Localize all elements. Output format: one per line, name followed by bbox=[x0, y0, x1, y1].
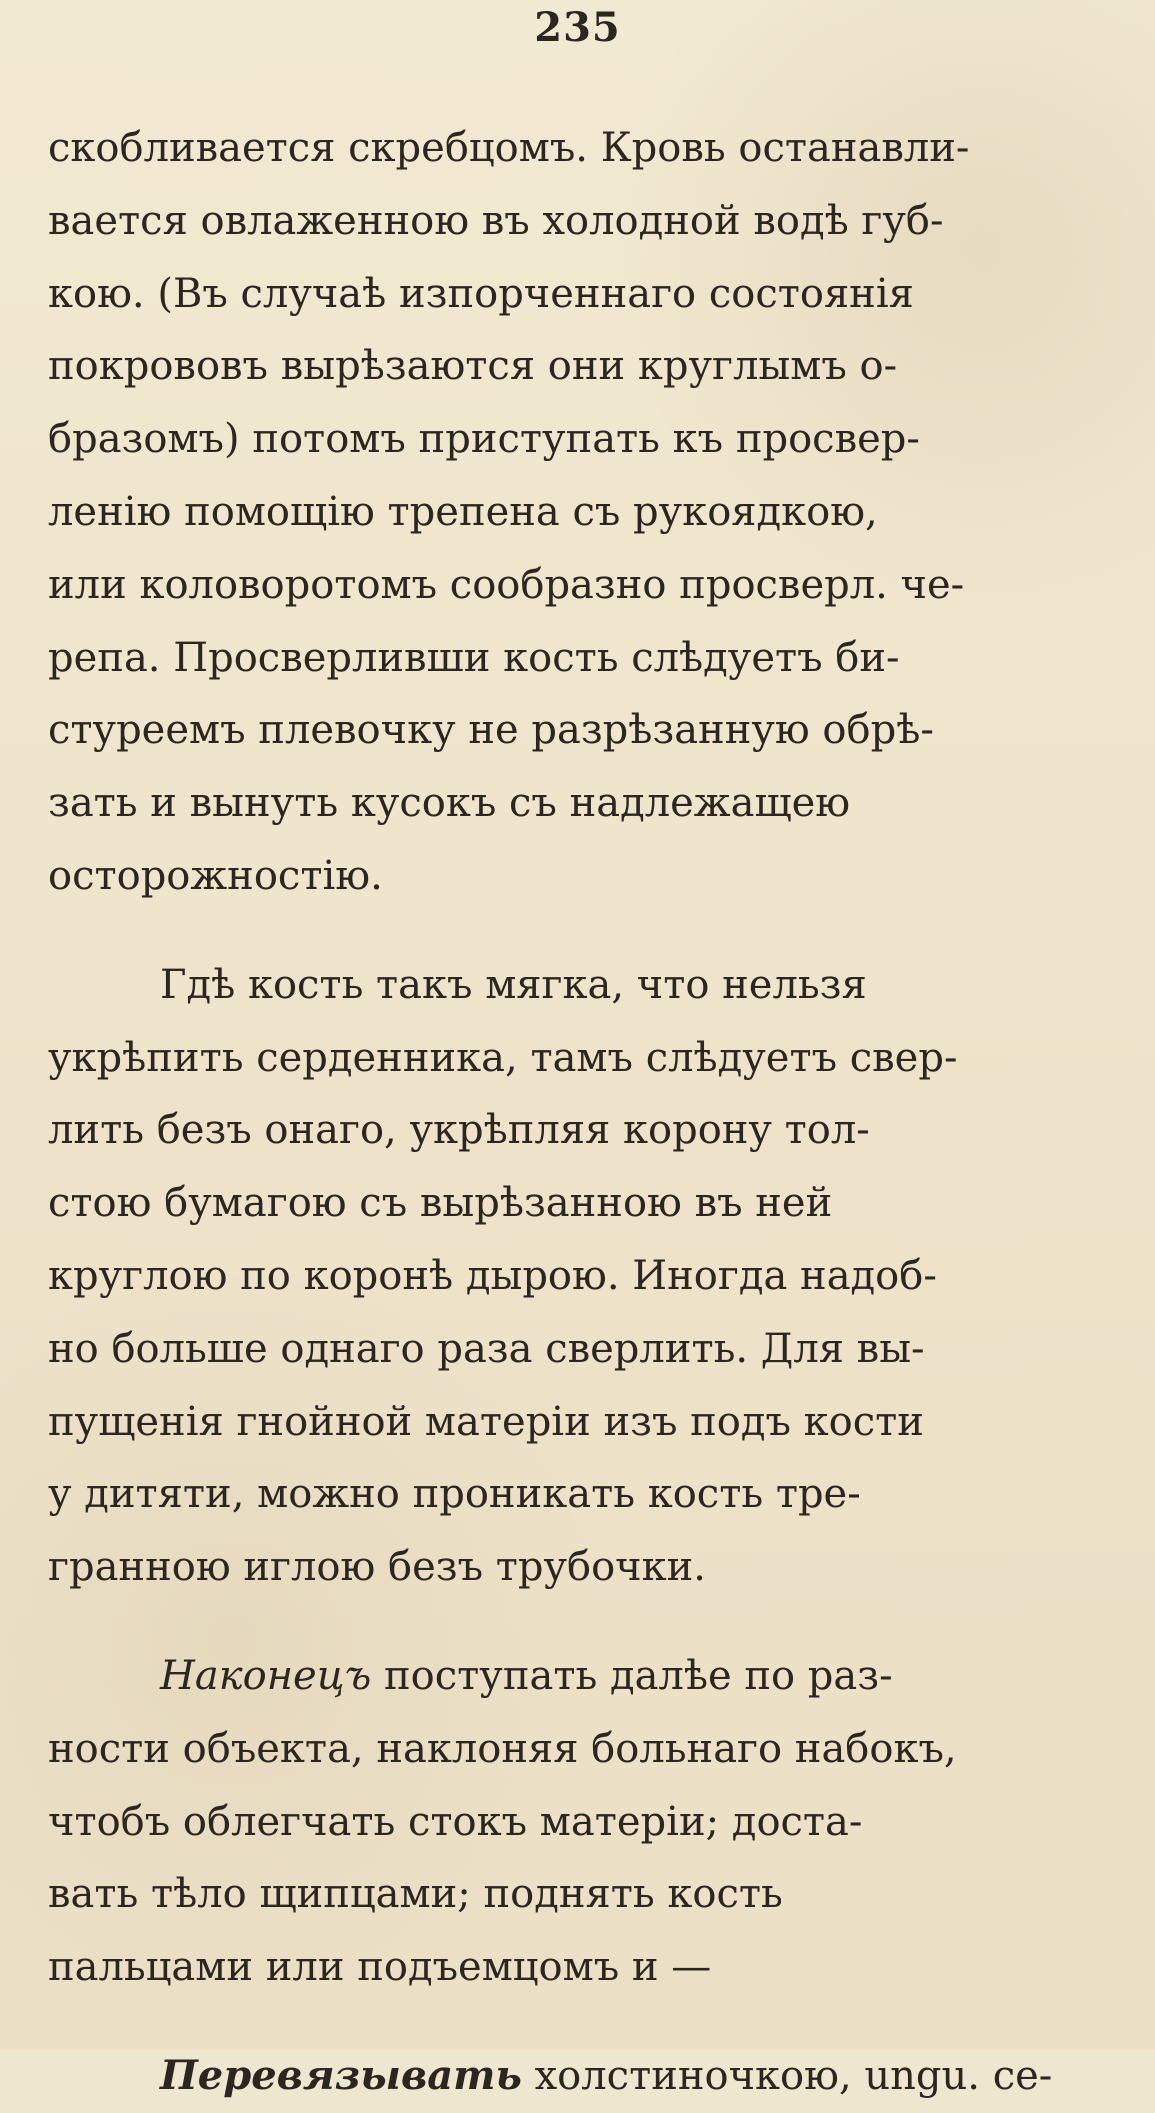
text-line-14: лить безъ онаго, укрѣпляя корону тол- bbox=[48, 1107, 870, 1154]
italic-phrase: Наконецъ bbox=[160, 1652, 372, 1699]
text-line-6: ленію помощію трепена съ рукоядкою, bbox=[48, 488, 878, 535]
text-line-16: круглою по коронѣ дырою. Иногда надоб- bbox=[48, 1252, 937, 1299]
page-number: 235 bbox=[534, 4, 621, 51]
text-line-4: покрововъ вырѣзаются они круглымъ о- bbox=[48, 343, 898, 390]
text-line-12: Гдѣ кость такъ мягка, что нельзя bbox=[160, 961, 867, 1008]
paragraph-gap bbox=[48, 2004, 1111, 2040]
text-line-22: ности объекта, наклоняя больнаго набокъ, bbox=[48, 1725, 957, 1772]
text-line-19: у дитяти, можно проникать кость тре- bbox=[48, 1471, 861, 1518]
italic-phrase: Перевязывать bbox=[160, 2051, 522, 2099]
text-line-13: укрѣпить серденника, тамъ слѣдуетъ свер- bbox=[48, 1034, 958, 1081]
text-line-1: скобливается скребцомъ. Кровь останавли- bbox=[48, 125, 970, 171]
text-fragment: поступать далѣе по раз- bbox=[371, 1652, 893, 1699]
text-line-3: кою. (Въ случаѣ изпорченнаго состоянія bbox=[48, 270, 914, 317]
text-line-18: пущенія гнойной матеріи изъ подъ кости bbox=[48, 1398, 924, 1445]
page-text bbox=[48, 112, 1111, 2113]
text-line-10: зать и вынуть кусокъ съ надлежащею bbox=[48, 780, 851, 827]
text-line-15: стою бумагою съ вырѣзанною въ ней bbox=[48, 1180, 833, 1227]
text-line-20: гранною иглою безъ трубочки. bbox=[48, 1544, 706, 1591]
paragraph-gap bbox=[48, 913, 1111, 949]
paragraph-gap bbox=[48, 1604, 1111, 1640]
text-line-2: вается овлаженною въ холодной водѣ губ- bbox=[48, 197, 944, 244]
text-line-5: бразомъ) потомъ приступать къ просвер- bbox=[48, 416, 920, 463]
text-line-9: стуреемъ плевочку не разрѣзанную обрѣ- bbox=[48, 707, 934, 754]
text-line-8: репа. Просверливши кость слѣдуетъ би- bbox=[48, 634, 900, 681]
text-line-7: или коловоротомъ сообразно просверл. че- bbox=[48, 561, 965, 608]
text-line-21 bbox=[48, 1640, 1111, 1713]
text-line-25: пальцами или подъемцомъ и — bbox=[48, 1944, 712, 1991]
text-line-11: осторожностію. bbox=[48, 852, 383, 899]
text-line-17: но больше однаго раза сверлить. Для вы- bbox=[48, 1325, 925, 1372]
text-line-23: чтобъ облегчать стокъ матеріи; доста- bbox=[48, 1798, 863, 1845]
text-fragment: холстиночкою, ungu. се- bbox=[521, 2052, 1053, 2099]
text-line-24: вать тѣло щипцами; поднять кость bbox=[48, 1871, 783, 1918]
text-line-26 bbox=[48, 2040, 1111, 2113]
